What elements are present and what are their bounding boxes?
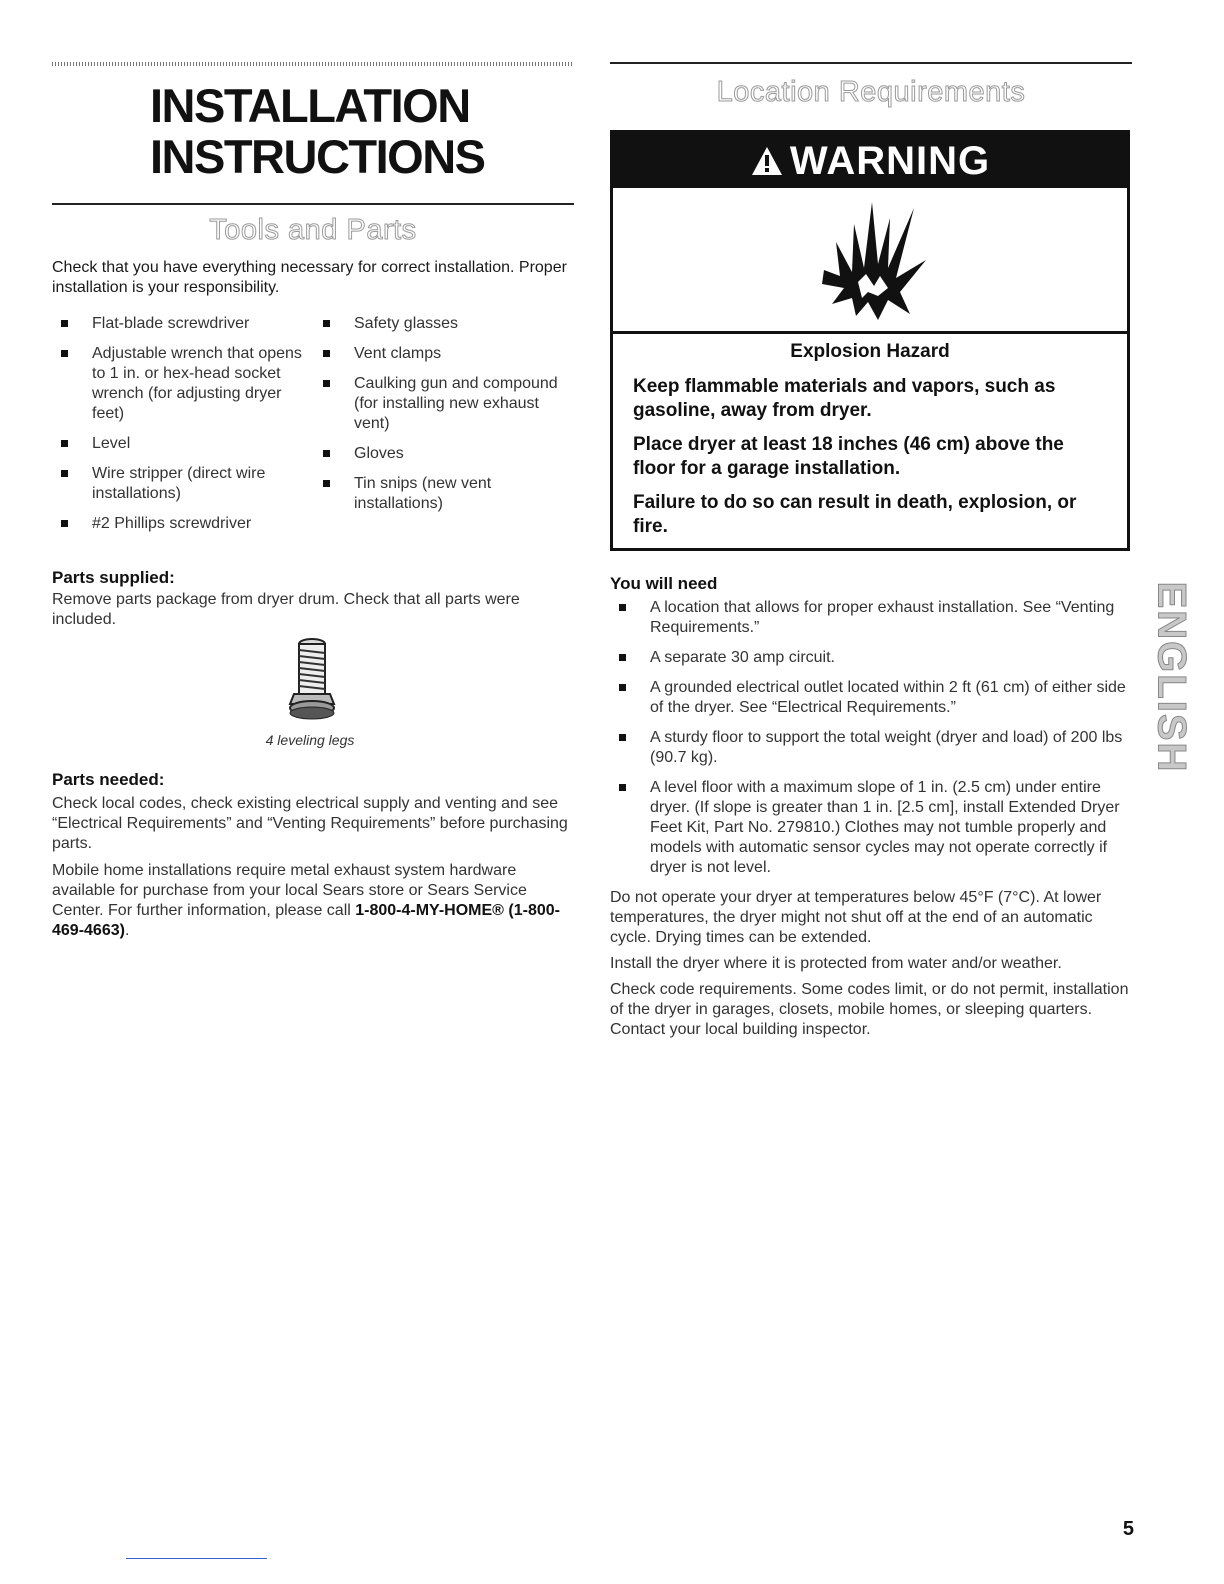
- list-item: Adjustable wrench that opens to 1 in. or hex-head socket wrench (for adjusting dryer feet): [52, 344, 302, 424]
- list-item: A sturdy floor to support the total weight (dryer and load) of 200 lbs (90.7 kg).: [610, 728, 1130, 768]
- top-divider-dotted: [52, 62, 574, 66]
- list-item: Flat-blade screwdriver: [52, 314, 302, 334]
- bullet-square-icon: [61, 320, 68, 327]
- list-item: #2 Phillips screwdriver: [52, 514, 302, 534]
- title-line-2: INSTRUCTIONS: [150, 130, 485, 183]
- tools-list-column-2: [314, 314, 569, 524]
- list-item: A level floor with a maximum slope of 1 in. (2.5 cm) under entire dryer. (If slope is greater than 1 in. [2.5 cm], install Extended Dryer Feet Kit, Part No. 279810.) Clothes may not tumble properly and models with automatic sensor cycles may not operate correctly if dryer is not level.: [610, 778, 1130, 878]
- warning-box: [610, 130, 1130, 551]
- list-item: Wire stripper (direct wire installations): [52, 464, 302, 504]
- list-item: Caulking gun and compound (for installing new exhaust vent): [314, 374, 569, 434]
- tools-and-parts-heading: Tools and Parts: [209, 214, 417, 246]
- bullet-square-icon: [619, 784, 626, 791]
- explosion-icon: [818, 202, 928, 320]
- mobile-home-text: Mobile home installations require metal exhaust system hardware available for purchase from your local Sears store or Sears Service Center. For further information, please call 1-800-4-MY-HOME® (1-800-469-4663).: [52, 862, 560, 939]
- parts-supplied-text: Remove parts package from dryer drum. Check that all parts were included.: [52, 591, 520, 628]
- code-requirements-note: Check code requirements. Some codes limit, or do not permit, installation of the dryer in garages, closets, mobile homes, or sleeping quarters. Contact your local building inspector.: [610, 981, 1129, 1038]
- bullet-square-icon: [61, 350, 68, 357]
- bullet-square-icon: [323, 480, 330, 487]
- page-number: 5: [1122, 1518, 1134, 1540]
- parts-needed-heading: Parts needed:: [52, 770, 165, 789]
- warning-banner: [613, 133, 1127, 188]
- bullet-square-icon: [323, 380, 330, 387]
- explosion-pictogram-area: [613, 188, 1127, 334]
- list-item: Gloves: [314, 444, 569, 464]
- list-item: Tin snips (new vent installations): [314, 474, 569, 514]
- warning-triangle-icon: [750, 145, 784, 177]
- parts-supplied-heading: Parts supplied:: [52, 568, 175, 587]
- language-label: ENGLISH: [1149, 581, 1194, 773]
- bullet-square-icon: [61, 470, 68, 477]
- section-divider: [52, 203, 574, 205]
- bullet-square-icon: [323, 350, 330, 357]
- warning-message-3: Failure to do so can result in death, explosion, or fire.: [633, 492, 1077, 537]
- footer-divider: [126, 1558, 267, 1559]
- phone-number: 1-800-4-MY-HOME® (1-800-469-4663): [52, 902, 560, 939]
- bullet-square-icon: [323, 450, 330, 457]
- warning-message-2: Place dryer at least 18 inches (46 cm) above the floor for a garage installation.: [633, 434, 1064, 479]
- temperature-note: Do not operate your dryer at temperatures below 45°F (7°C). At lower temperatures, the dryer might not shut off at the end of an automatic cycle. Drying times can be extended.: [610, 889, 1102, 946]
- leveling-leg-icon: [280, 634, 344, 720]
- list-item: A separate 30 amp circuit.: [610, 648, 1130, 668]
- bullet-square-icon: [619, 654, 626, 661]
- tools-list-column-1: [52, 314, 302, 544]
- requirements-list: [610, 598, 1130, 888]
- list-item: A grounded electrical outlet located within 2 ft (61 cm) of either side of the dryer. See “Electrical Requirements.”: [610, 678, 1130, 718]
- bullet-square-icon: [619, 604, 626, 611]
- section-divider: [610, 62, 1132, 64]
- warning-message-1: Keep flammable materials and vapors, such as gasoline, away from dryer.: [633, 376, 1056, 421]
- warning-label: WARNING: [789, 138, 991, 183]
- parts-needed-text: Check local codes, check existing electrical supply and venting and see “Electrical Requirements” and “Venting Requirements” before purchasing parts.: [52, 795, 568, 852]
- location-requirements-heading: Location Requirements: [716, 76, 1026, 108]
- mobile-home-sentence: Mobile home installations require metal exhaust system hardware available for purchase from your local Sears store or Sears Service Center. For further information, please call: [52, 862, 527, 919]
- bullet-square-icon: [619, 684, 626, 691]
- list-item: Safety glasses: [314, 314, 569, 334]
- bullet-square-icon: [619, 734, 626, 741]
- language-side-tab: [1150, 565, 1192, 789]
- list-item: Vent clamps: [314, 344, 569, 364]
- page-title: [150, 80, 510, 182]
- bullet-square-icon: [61, 520, 68, 527]
- weather-note: Install the dryer where it is protected from water and/or weather.: [610, 955, 1062, 972]
- list-item: A location that allows for proper exhaust installation. See “Venting Requirements.”: [610, 598, 1130, 638]
- you-will-need-heading: You will need: [610, 574, 718, 593]
- bullet-square-icon: [323, 320, 330, 327]
- tools-intro-text: Check that you have everything necessary for correct installation. Proper installation is your responsibility.: [52, 259, 567, 296]
- bullet-square-icon: [61, 440, 68, 447]
- figure-caption: 4 leveling legs: [265, 732, 355, 748]
- title-line-1: INSTALLATION: [150, 79, 470, 132]
- list-item: Level: [52, 434, 302, 454]
- hazard-title: Explosion Hazard: [790, 341, 950, 362]
